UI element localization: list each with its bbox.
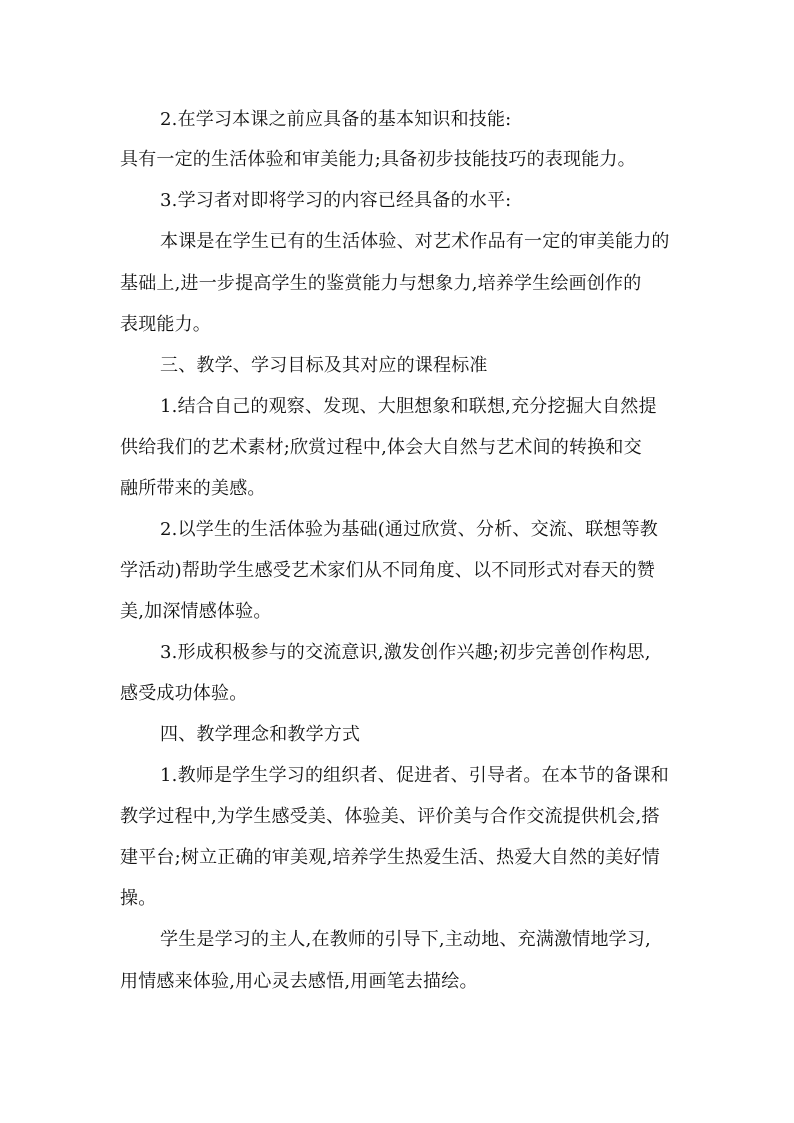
text-line: 3.形成积极参与的交流意识,激发创作兴趣;初步完善创作构思,	[160, 642, 651, 663]
text-line: 2.以学生的生活体验为基础(通过欣赏、分析、交流、联想等教	[160, 519, 658, 540]
text-line: 基础上,进一步提高学生的鉴赏能力与想象力,培养学生绘画创作的	[120, 273, 642, 294]
text-line: 教学过程中,为学生感受美、体验美、评价美与合作交流提供机会,搭	[120, 806, 660, 827]
text-line: 具有一定的生活体验和审美能力;具备初步技能技巧的表现能力。	[120, 149, 636, 170]
text-line: 3.学习者对即将学习的内容已经具备的水平:	[160, 190, 512, 211]
text-line: 美,加深情感体验。	[120, 601, 272, 622]
section-heading: 四、教学理念和教学方式	[160, 724, 361, 745]
text-line: 感受成功体验。	[120, 683, 248, 704]
text-line: 用情感来体验,用心灵去感悟,用画笔去描绘。	[120, 971, 478, 992]
text-line: 本课是在学生已有的生活体验、对艺术作品有一定的审美能力的	[160, 231, 670, 252]
text-line: 操。	[120, 888, 157, 909]
text-line: 1.结合自己的观察、发现、大胆想象和联想,充分挖掘大自然提	[160, 396, 657, 417]
text-line: 1.教师是学生学习的组织者、促进者、引导者。在本节的备课和	[160, 765, 669, 786]
text-line: 建平台;树立正确的审美观,培养学生热爱生活、热爱大自然的美好情	[120, 847, 660, 868]
text-line: 2.在学习本课之前应具备的基本知识和技能:	[160, 109, 512, 130]
text-line: 学生是学习的主人,在教师的引导下,主动地、充满激情地学习,	[160, 929, 651, 950]
text-line: 供给我们的艺术素材;欣赏过程中,体会大自然与艺术间的转换和交	[120, 437, 642, 458]
section-heading: 三、教学、学习目标及其对应的课程标准	[160, 355, 488, 376]
text-line: 表现能力。	[120, 314, 211, 335]
text-line: 融所带来的美感。	[120, 478, 266, 499]
text-line: 学活动)帮助学生感受艺术家们从不同角度、以不同形式对春天的赞	[120, 560, 656, 581]
